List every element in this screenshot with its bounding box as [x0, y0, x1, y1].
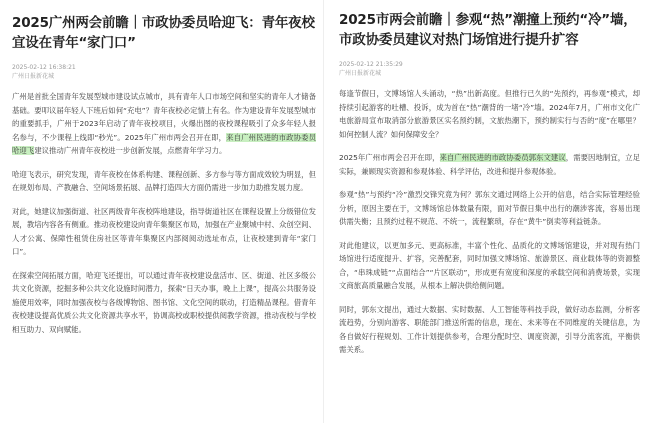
right-p2-text: 2025年广州市两会召开在即，	[339, 153, 440, 162]
right-paragraph-3: 参观“热”与预约“冷”激烈交锋究竟为何？郭东文通过网络上公开的信息，结合实际管理经验分析，原因主要在于，文博场馆总体数量有限，面对节假日集中出行的潮涉客流，容易出现供需失衡；且预约过程不规范、不统一，流程繁琐，存在“黄牛”倒卖等利益链条。	[339, 190, 640, 226]
right-source-link[interactable]: 广州日报新花城	[339, 70, 382, 77]
left-paragraph-4: 在探索空间拓展方面，哈迎飞还提出，可以通过青年夜校建设盘活市、区、街道、社区多级公共文化资源，挖掘多种公共文化设施时间潜力，探索“日天办事，晚上上课”，提高公共服务设施使用效率，同时加强夜校与各级博物馆、图书馆、文化空间的联动，打造精品课程。借青年夜校建设提高优质公共文化资源共享水平，协调高校或职校提供阅教学资源，推动夜校与学校相互助力、双向赋能。	[12, 270, 316, 334]
right-paragraph-5: 同时，郭东文提出，通过大数据、实时数据、人工智能等科技手段，做好动态监测，分析客流趋势，分别向游客、职能部门推送所需的信息，现在、未来等在不同维度的关键信息，为各自做好行程规划、工作计划提供参考，合理分配时空、调度资源，引导分流客流，平衡供需关系。	[339, 304, 640, 354]
right-article-title: 2025市两会前瞻｜参观“热”潮撞上预约“冷”墙，市政协委员建议对热门场馆进行提升扩容	[339, 12, 637, 48]
left-p1-text-end: 建议推动广州青年夜校进一步创新发展，点燃青年学习力。	[34, 146, 227, 155]
right-paragraph-2	[339, 151, 640, 178]
left-p1-text: 广州是首批全国青年发展型城市建设试点城市，具有青年人口市场空间和坚实的青年人才储备基础。要叩议届年轻人下班后如何“充电”？青年夜校必定情上有名。作为建设青年发展型城市的重要抓手，广州于2023年启动了青年夜校项目，火爆出图的夜校课程吸引了众多年轻人报名参与，不少课程上线即“秒光”。2025年广州市两会召开在即，	[12, 92, 316, 142]
column-divider	[323, 0, 324, 423]
left-source-link[interactable]: 广州日报新花城	[12, 73, 55, 80]
left-article	[0, 0, 321, 423]
right-p2-text-end: ，需要因地制宜，立足实际，兼顾现实资源和参观体验、科学评估，改进和提升参观体验。	[339, 153, 640, 176]
left-publish-time: 2025-02-12 16:38:21	[12, 64, 76, 71]
left-article-title: 2025广州两会前瞻｜市政协委员哈迎飞：青年夜校宜设在青年“家门口”	[12, 15, 315, 51]
right-article	[327, 0, 650, 423]
left-paragraph-3: 对此，她建议加强街道、社区两级青年夜校阵地建设，指导街道社区在课程设置上分级错位发展，教培内容各有侧重。推动夜校建设向青年集聚区布局，加强在产业聚城中村、众创空间、人才公寓、保障性租赁住房社区等青年集聚区内部阅阅动选址布点，让夜校建到青年“家门口”。	[12, 206, 316, 256]
right-paragraph-4: 对此他建议，以更加多元、更高标准，丰富个性化、品质化的文博场馆建设，并对现有热门场馆进行适度提升、扩容，完善配套，同时加强文博场馆、旅游景区、商业载体等的资源整合，“串珠成链”“点面结合”“片区联动”，形成更有宽度和深度的承载空间和消费场景，实现文商旅高质量融合发展，从根本上解决供给侧问题。	[339, 240, 640, 290]
right-paragraph-1: 每逢节假日，文博场馆人头涌动，“热”出新高度。但推行已久的“先预约，再参观”模式，却持续引起游客的吐槽、投诉，成为首在“热”潮背的一堵“冷”墙。2024年7月，广州市文化广电旅游局宣布取消部分旅游景区实名预约制，文旅热潮下，预约制实行与否的“度”在哪里？如何控制人流？如何保障安全？	[339, 89, 640, 139]
left-paragraph-1	[12, 90, 316, 158]
left-paragraph-2: 哈迎飞表示，研究发现，青年夜校在体系构建、课程创新、多方参与等方面成效较为明显，但在规划布局、产教融合、空间场景拓展、品牌打造四大方面仍需进一步加力助推发展力度。	[12, 169, 316, 192]
left-highlight: 来自广州民进的市政协委员哈迎飞	[12, 132, 316, 155]
right-highlight: 来自广州民进的市政协委员郭东文建议	[439, 153, 566, 162]
right-publish-time: 2025-02-12 21:35:29	[339, 61, 403, 68]
